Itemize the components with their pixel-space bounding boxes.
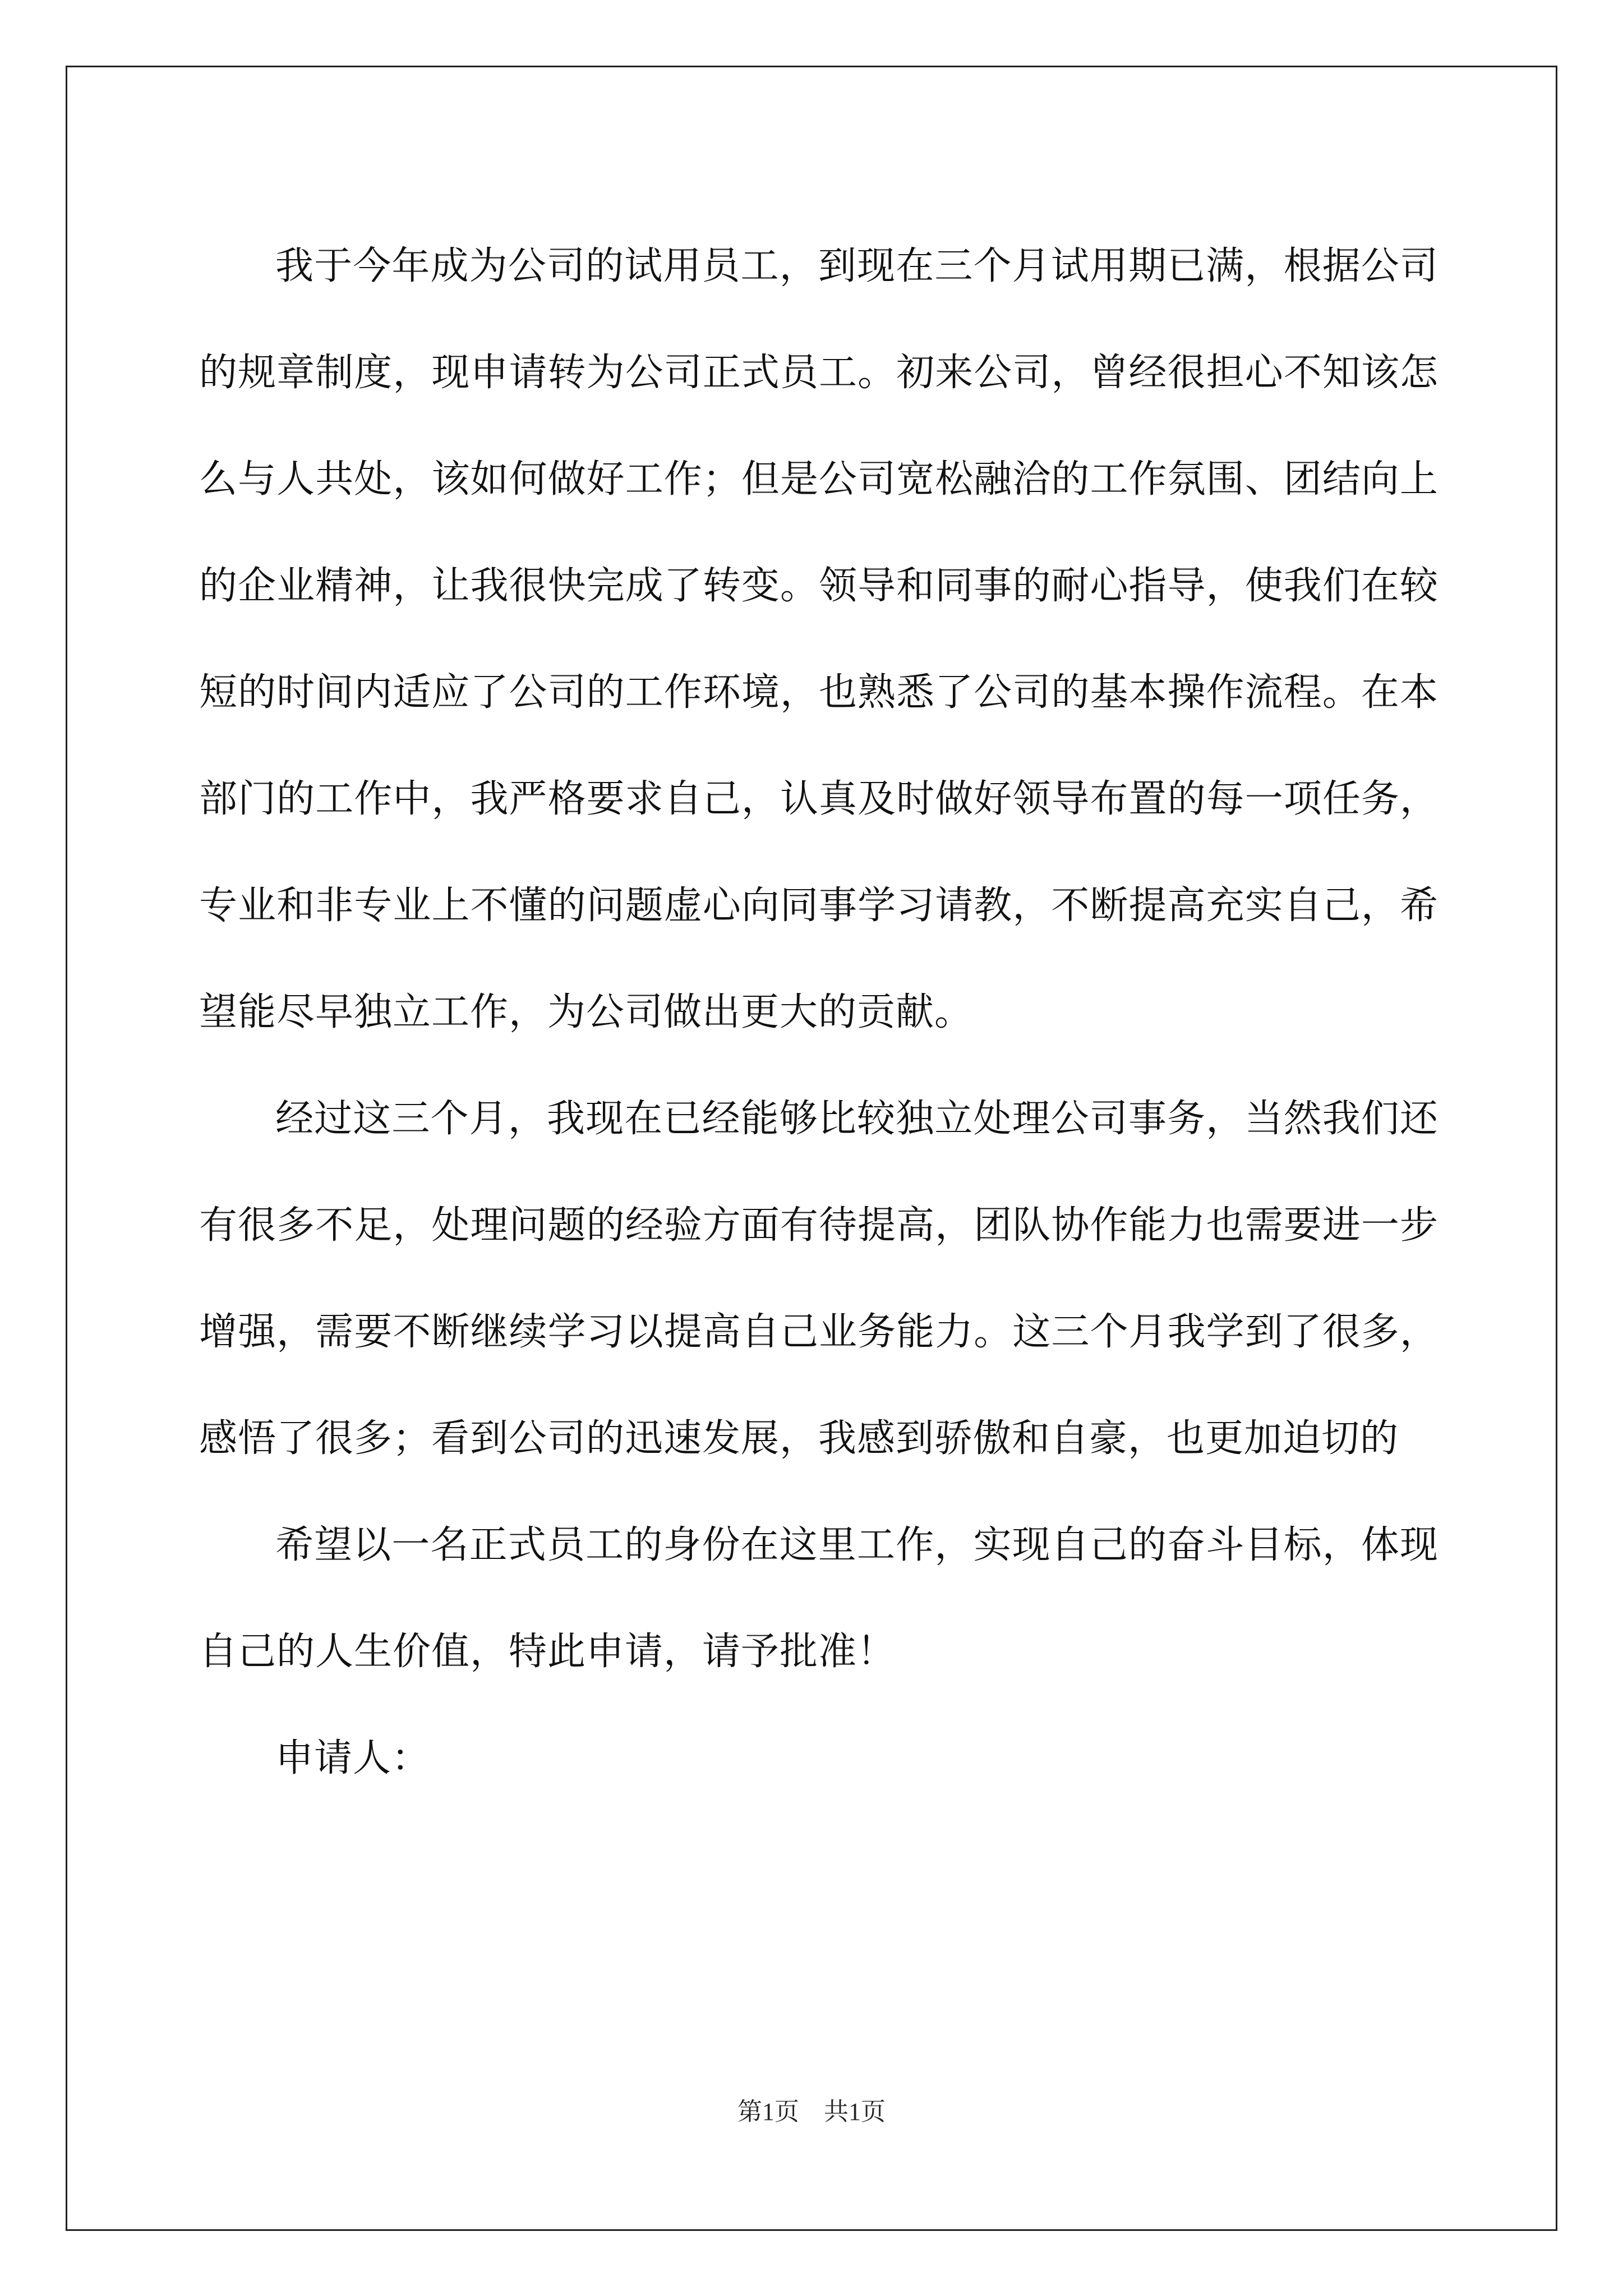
page-number-footer: 第1页 共1页 bbox=[737, 2098, 886, 2125]
paragraph-2: 经过这三个月，我现在已经能够比较独立处理公司事务，当然我们还有很多不足，处理问题的经验方面有待提高，团队协作能力也需要进一步增强，需要不断继续学习以提高自己业务能力。这三个月我学到了很多，感悟了很多；看到公司的迅速发展，我感到骄傲和自豪，也更加迫切的 bbox=[199, 1097, 1438, 1461]
document-body bbox=[199, 213, 1438, 1812]
paragraph-1: 我于今年成为公司的试用员工，到现在三个月试用期已满，根据公司的规章制度，现申请转为公司正式员工。初来公司，曾经很担心不知该怎么与人共处，该如何做好工作；但是公司宽松融洽的工作氛围、团结向上的企业精神，让我很快完成了转变。领导和同事的耐心指导，使我们在较短的时间内适应了公司的工作环境，也熟悉了公司的基本操作流程。在本部门的工作中，我严格要求自己，认真及时做好领导布置的每一项任务，专业和非专业上不懂的问题虚心向同事学习请教，不断提高充实自己，希望能尽早独立工作，为公司做出更大的贡献。 bbox=[199, 244, 1438, 1034]
applicant-line: 申请人： bbox=[275, 1736, 431, 1780]
paragraph-3: 希望以一名正式员工的身份在这里工作，实现自己的奋斗目标，体现自己的人生价值，特此申请，请予批准！ bbox=[199, 1523, 1438, 1674]
